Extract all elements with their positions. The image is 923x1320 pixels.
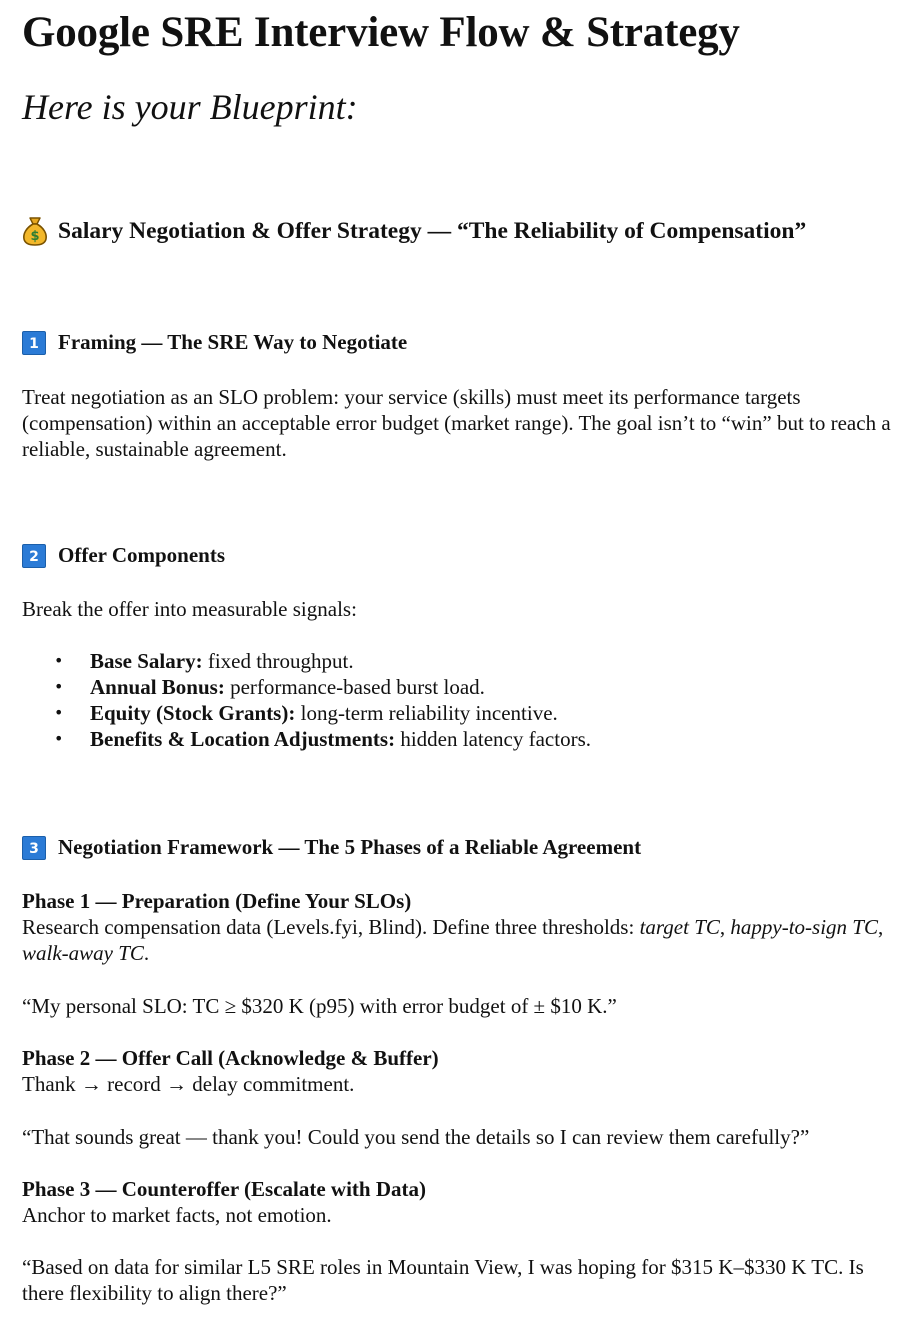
section-heading-text: Salary Negotiation & Offer Strategy — “The Reliability of Compensation” bbox=[58, 217, 807, 244]
framework-heading-text: Negotiation Framework — The 5 Phases of a Reliable Agreement bbox=[58, 835, 642, 859]
list-item-text: performance-based burst load. bbox=[224, 675, 485, 699]
number-badge-2: 2 bbox=[22, 544, 46, 568]
phase3-quote: “Based on data for similar L5 SRE roles in Mountain View, I was hoping for $315 K–$330 K TC. Is there flexibility to align there?” bbox=[22, 1255, 864, 1305]
page-subtitle: Here is your Blueprint: bbox=[22, 87, 358, 127]
phase1-threshold: target TC bbox=[639, 915, 720, 939]
phase1-quote: “My personal SLO: TC ≥ $320 K (p95) with error budget of ± $10 K.” bbox=[22, 994, 617, 1018]
page-title: Google SRE Interview Flow & Strategy bbox=[22, 9, 740, 56]
number-badge-3: 3 bbox=[22, 836, 46, 860]
phase2-quote: “That sounds great — thank you! Could you send the details so I can review them carefully?” bbox=[22, 1125, 810, 1149]
list-item-text: hidden latency factors. bbox=[395, 727, 591, 751]
framing-heading-text: Framing — The SRE Way to Negotiate bbox=[58, 330, 408, 354]
number-badge-1: 1 bbox=[22, 331, 46, 355]
money-bag-icon bbox=[22, 216, 48, 246]
phase1-threshold: walk-away TC bbox=[22, 941, 144, 965]
phase3-body: Anchor to market facts, not emotion. bbox=[22, 1203, 332, 1227]
phase1-end: . bbox=[143, 941, 150, 965]
components-intro: Break the offer into measurable signals: bbox=[22, 597, 357, 621]
list-item-label: Base Salary: bbox=[90, 649, 203, 673]
components-list bbox=[22, 648, 591, 752]
section-heading bbox=[22, 216, 806, 246]
list-item bbox=[22, 648, 591, 674]
phase2-body: Thank → record → delay commitment. bbox=[22, 1072, 355, 1096]
phase1-sep: , bbox=[877, 915, 884, 939]
phase1-title: Phase 1 — Preparation (Define Your SLOs) bbox=[22, 889, 412, 913]
list-item bbox=[22, 726, 591, 752]
phase2-title: Phase 2 — Offer Call (Acknowledge & Buffer) bbox=[22, 1046, 439, 1070]
framing-body: Treat negotiation as an SLO problem: your service (skills) must meet its performance targets (compensation) within an acceptable error budget (market range). The goal isn’t to “win” but to reach a reliable, sustainable agreement. bbox=[22, 385, 891, 461]
list-item bbox=[22, 674, 591, 700]
phase1-block bbox=[22, 888, 892, 966]
phase3-block bbox=[22, 1176, 892, 1228]
phase1-sep: , bbox=[719, 915, 731, 939]
list-item-text: fixed throughput. bbox=[202, 649, 354, 673]
phase3-title: Phase 3 — Counteroffer (Escalate with Data) bbox=[22, 1177, 426, 1201]
components-heading-text: Offer Components bbox=[58, 543, 226, 567]
phase2-block bbox=[22, 1045, 892, 1097]
phase1-body: Research compensation data (Levels.fyi, Blind). Define three thresholds: bbox=[22, 915, 640, 939]
list-item-text: long-term reliability incentive. bbox=[295, 701, 558, 725]
framing-heading bbox=[22, 330, 407, 355]
list-item-label: Benefits & Location Adjustments: bbox=[90, 727, 396, 751]
list-item-label: Annual Bonus: bbox=[90, 675, 225, 699]
components-heading bbox=[22, 543, 225, 568]
phase1-threshold: happy-to-sign TC bbox=[730, 915, 878, 939]
list-item-label: Equity (Stock Grants): bbox=[90, 701, 296, 725]
svg-text:$: $ bbox=[30, 229, 40, 244]
list-item bbox=[22, 700, 591, 726]
framework-heading bbox=[22, 835, 641, 860]
